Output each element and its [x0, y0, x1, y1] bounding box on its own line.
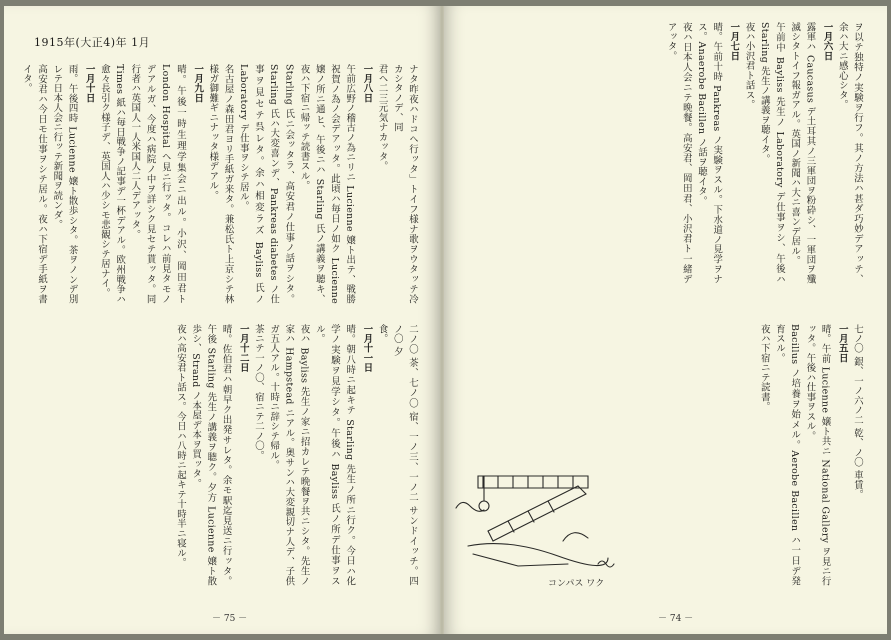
- diary-entry: [97, 64, 205, 304]
- diary-entry: [205, 64, 374, 304]
- right-page: [444, 6, 887, 634]
- carryover-line: ナタ昨夜ハドコヘ行ッタ」トイフ様ナ歌ヲウタッテ冷カシタノデ、同: [391, 64, 418, 304]
- carryover-line: 食。: [376, 324, 388, 344]
- carryover-line: 二ノ〇 茶、七ノ〇 宿、一ノ三、一ノ二 サンドイッチ。四ノ〇 夕: [391, 324, 418, 586]
- diary-entry: [19, 64, 97, 304]
- entry-date-heading: 一月八日: [361, 64, 373, 103]
- left-page: [4, 6, 440, 634]
- running-head: 1915年(大正4)年 1月: [34, 36, 151, 49]
- entry-paragraph: 雨。午後四時 Lucienne 嬢ト散歩シタ。茶ヲノンデ別レテ日本人会ニ行ッテ新聞ヲ読ンダ。: [51, 64, 78, 304]
- entry-paragraph: 午前中 Bayliss 先生ノ Laboratory デ仕事ヲシ、午後ハ Starling 先生ノ講義ヲ聴イタ。: [758, 22, 785, 284]
- entry-paragraph: 夜ハ高安君ト話ス。今日ハ八時ニ起キテ十時半ニ寝ル。: [174, 324, 186, 568]
- entry-date-heading: 一月十二日: [237, 324, 249, 373]
- entry-paragraph: 晴。佐伯君ハ朝早ク出発サレタ。余モ駅迄見送ニ行ッタ。午後 Starling 先生ノ講義ヲ聴ク。夕方 Lucienne 嬢ト散歩シ、Strand ノ本屋デ本ヲ買ッタ。: [190, 324, 232, 586]
- diary-entry: [663, 22, 741, 284]
- entry-date-heading: 一月五日: [836, 324, 848, 363]
- entry-paragraph: 晴。午前十時 Pankreas ノ実験ヲスル。下水道ノ見学ヲナス。Anaerobe Bacillen ノ話ヲ聴イタ。: [695, 22, 723, 284]
- entry-paragraph: 名古屋ノ森田君ヨリ手紙ガ来タ。兼松氏ト上京シテ林様ガ御難ギニナッタ様デアル。: [207, 64, 234, 304]
- carryover-line: 七ノ〇 銀、一ノ六ノ二 乾、ノ〇 車賃。: [852, 324, 863, 500]
- page-number: － 74 －: [658, 614, 694, 624]
- entry-date-heading: 一月七日: [728, 22, 740, 61]
- carryover-line: 君ヘ二三元気ナカッタ。: [376, 64, 388, 172]
- page-number: － 75 －: [212, 614, 248, 624]
- sketch-caption: コンパス ワク: [548, 579, 605, 589]
- entry-paragraph: 晴。午後一時生理学集会ニ出ル。小沢、岡田君ト London Hospital ヘ見ニ行ッタ。コレハ前見タモノデアルガ、今度ハ病院ノ中ヲ詳シク見セテ貰ッタ。同行者ハ英国人一人米国人二人デアッタ。: [129, 64, 186, 304]
- entry-paragraph: 夜ハ下宿ニテ読書。: [758, 324, 770, 412]
- left-lower-text-block: [15, 324, 420, 586]
- entry-date-heading: 一月十一日: [361, 324, 373, 373]
- entry-paragraph: 高安君ハ今日モ仕事ヲシテ居ル。夜ハ下宿デ手紙ヲ書イタ。: [20, 64, 48, 304]
- entry-paragraph: 茶ニテ一ノ〇、宿ニテ二ノ〇。: [252, 324, 264, 461]
- entry-paragraph: Bacillus ノ培養ヲ始メル。Aerobe Bacillen ハ一日デ発育スル。: [773, 324, 801, 586]
- entry-date-heading: 一月六日: [821, 22, 833, 61]
- entry-paragraph: 晴。朝八時ニ起キテ Starling 先生ノ所ニ行ク。今日ハ化学ノ実験ヲ見学シタ。午後ハ Bayliss 氏ノ所デ仕事ヲスル。: [313, 324, 356, 586]
- diary-entry: [251, 324, 375, 586]
- entry-paragraph: 夜ハ日本人会ニテ晩餐。高安君、岡田君、小沢君ト一緒デアッタ。: [665, 22, 692, 284]
- diary-entry: [741, 22, 834, 284]
- entry-paragraph: 晴。午前 Lucienne 嬢ト共ニ National Gallery ヲ見ニ行ッタ。午後ハ仕事ヲスル。: [804, 324, 831, 586]
- entry-date-heading: 一月九日: [192, 64, 204, 103]
- entry-paragraph: Starling 氏ニ会ッタラ、高安君ノ仕事ノ話ヲシタ。Starling 氏ハ大変喜ンデ、Pankreas diabetes ノ仕事ヲ見セテ呉レタ。余ハ相変ラズ Bayliss 氏ノ Laboratory デ仕事ヲシテ居ル。: [237, 64, 295, 304]
- carryover-line: ヲ以テ独特ノ実験ヲ行フ。其ノ方法ハ甚ダ巧妙デアッテ、余ハ大ニ感心シタ。: [836, 22, 863, 284]
- diary-entry: [757, 324, 850, 586]
- left-upper-text-block: [15, 64, 420, 304]
- entry-date-heading: 一月十日: [83, 64, 95, 103]
- entry-paragraph: 露軍ハ Caucasus デ土耳其ノ三軍団ヲ粉砕シ、一軍団ヲ殲滅シタトイフ報ガアル。英国ノ新聞ハ大ニ喜ンデ居ル。: [789, 22, 816, 284]
- entry-paragraph: 夜ハ Bayliss 先生ノ家ニ招カレテ晩餐ヲ共ニシタ。先生ノ家ハ Hampstead ニアル。奥サンハ大変親切ナ人デ、子供ガ五人アル。十時ニ辞シテ帰ル。: [268, 324, 310, 586]
- entry-paragraph: 午前広野ノ稽古ノ為ニリニ Lucienne 嬢ト出テ、戦勝祝賀ノ為ノ会デアッタ。此頃ハ毎日ノ如ク Lucienne 嬢ノ所ニ通ヒ、午後ニハ Starling 氏ノ講義ヲ聴キ、夜ハ下宿ニ帰ッテ読書スル。: [298, 64, 356, 304]
- handwritten-sketch: [448, 446, 618, 596]
- right-lower-text-block: [609, 324, 865, 586]
- entry-paragraph: Times 紙ハ毎日戦争ノ記事デ一杯デアル。欧州戦争ハ愈々長引ク様子デ、英国人ハ少シモ悲観シテ居ナイ。: [98, 64, 126, 304]
- right-upper-text-block: [455, 22, 865, 284]
- diary-entry: [173, 324, 251, 586]
- entry-paragraph: 夜ハ小沢君ト話ス。: [743, 22, 755, 110]
